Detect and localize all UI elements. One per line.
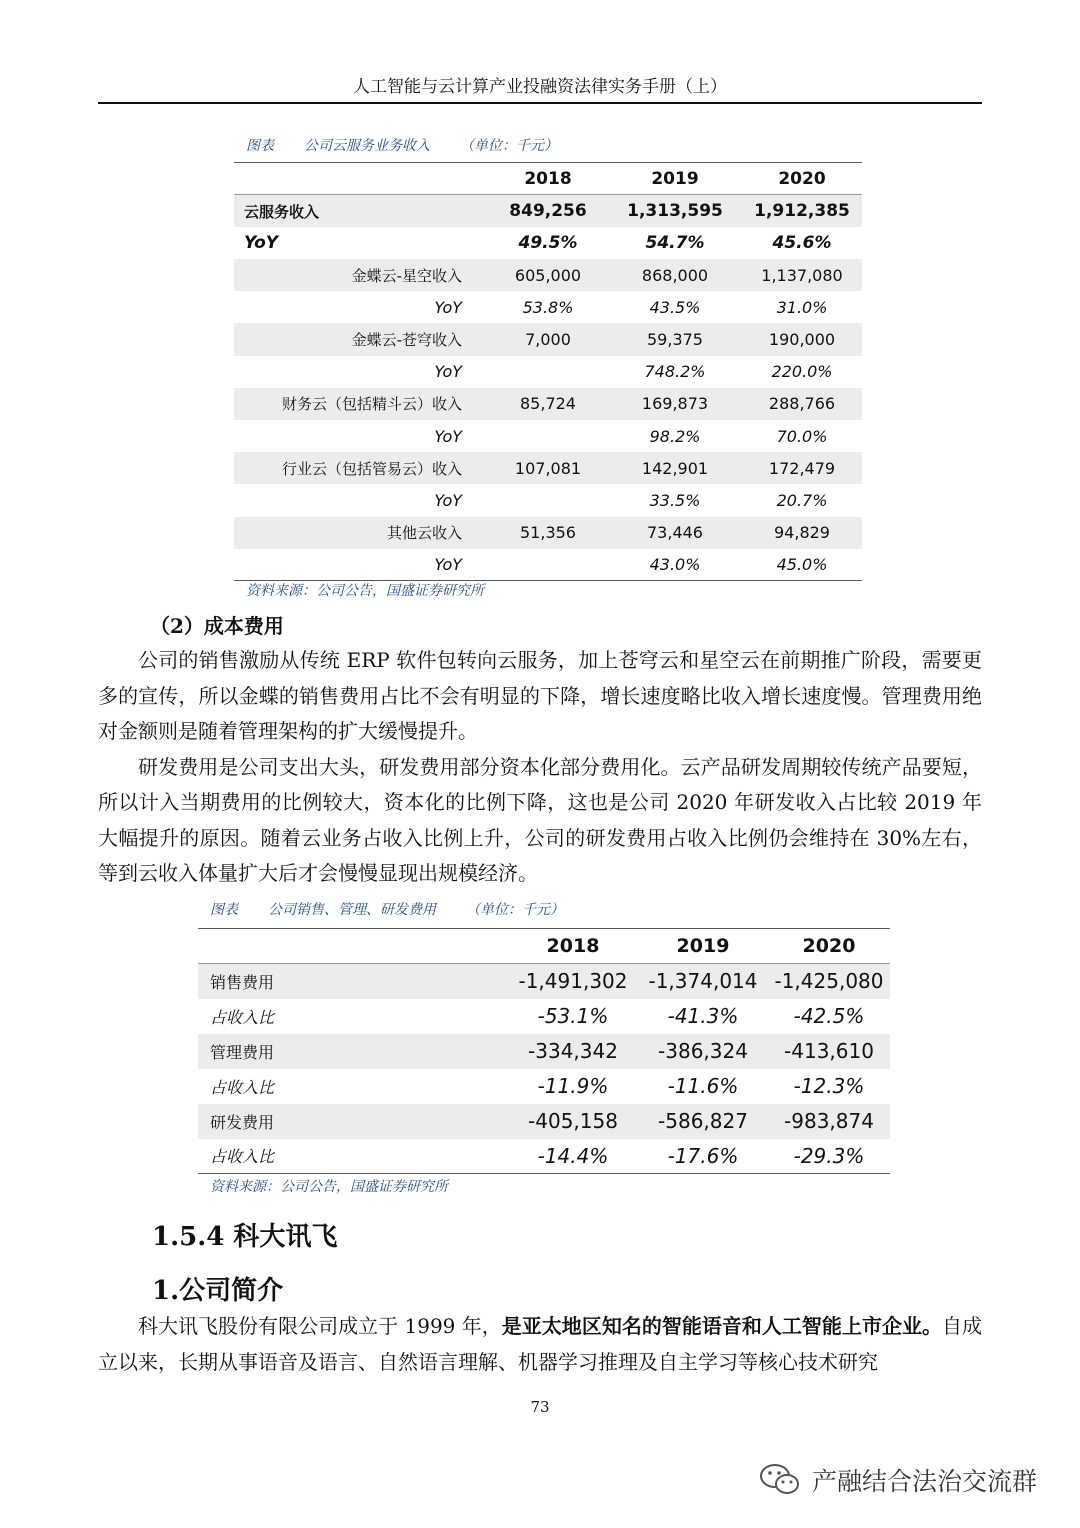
table-cell: -12.3% (793, 1074, 865, 1098)
table-header-row (234, 163, 862, 195)
table-cell (488, 484, 608, 516)
intro-plain-text: 科大讯飞股份有限公司成立于 1999 年， (138, 1314, 502, 1338)
table-row (234, 227, 862, 259)
table-cell: -586,827 (658, 1109, 748, 1133)
table2-caption (210, 899, 594, 919)
table-cell: -1,425,080 (774, 969, 884, 994)
row-label: 销售费用 (210, 972, 275, 992)
table2-caption-label: 图表 (210, 902, 238, 918)
table-cell: 1,137,080 (761, 265, 843, 285)
table-cell: -11.6% (667, 1074, 739, 1098)
table-cell: -14.4% (537, 1143, 609, 1168)
column-header: 2019 (638, 929, 768, 964)
column-header: 2020 (768, 929, 890, 964)
table-cell: 45.6% (772, 232, 832, 253)
row-label: YoY (434, 362, 462, 382)
table-cell: 70.0% (776, 426, 828, 446)
row-label: 占收入比 (210, 1007, 275, 1027)
table-row (234, 517, 862, 549)
column-header: 2020 (742, 163, 862, 195)
table-cell: -1,491,302 (518, 969, 628, 994)
table-row (234, 323, 862, 355)
cloud-revenue-table (234, 162, 862, 581)
table-cell: 142,901 (641, 458, 709, 478)
table-row (234, 388, 862, 420)
iflytek-intro-paragraph (98, 1309, 982, 1380)
column-header: 2018 (508, 929, 638, 964)
table-row (234, 259, 862, 291)
table1-caption-unit: （单位：千元） (460, 138, 558, 154)
row-label: 占收入比 (210, 1147, 275, 1167)
intro-bold-text: 是亚太地区知名的智能语音和人工智能上市企业。 (501, 1314, 942, 1338)
table-cell: 53.8% (522, 297, 574, 317)
table-row (234, 291, 862, 323)
wechat-icon (758, 1462, 802, 1498)
table-cell: 1,912,385 (754, 201, 850, 222)
table-cell: 43.5% (649, 297, 701, 317)
table-cell: 54.7% (645, 232, 705, 253)
table-cell: 31.0% (776, 297, 828, 317)
table-cell: 98.2% (649, 426, 701, 446)
intro-rest-text: 自成立以来，长期从事语音及语言、自然语言理解、机器学习推理及自主学习等核心技术研究 (98, 1314, 983, 1374)
table1-caption (246, 135, 588, 155)
table-cell (488, 420, 608, 452)
section-heading-cost: （2）成本费用 (150, 614, 284, 638)
row-label: YoY (434, 490, 462, 510)
table-cell: 49.5% (518, 232, 578, 253)
table-cell: 20.7% (776, 490, 828, 510)
table-cell: -983,874 (784, 1109, 874, 1133)
table-cell: 94,829 (774, 523, 830, 543)
table-row (234, 356, 862, 388)
row-label: 行业云（包括管易云）收入 (281, 459, 462, 478)
expenses-table (198, 928, 890, 1174)
row-label: YoY (434, 426, 462, 446)
table-cell: -334,342 (528, 1039, 618, 1063)
row-label: 研发费用 (210, 1112, 275, 1132)
table-cell: 107,081 (514, 458, 582, 478)
table-row (198, 999, 890, 1034)
table-row (234, 452, 862, 484)
table-row (234, 484, 862, 516)
table-cell: -41.3% (667, 1004, 739, 1028)
table2-caption-title: 公司销售、管理、研发费用 (268, 902, 436, 918)
column-header (234, 163, 488, 195)
table-row (234, 420, 862, 452)
table-row (198, 1104, 890, 1139)
table-cell: -42.5% (793, 1004, 865, 1028)
row-label: YoY (244, 232, 279, 253)
row-label: 云服务收入 (244, 202, 320, 221)
table-cell: 85,724 (520, 394, 576, 414)
table-row (198, 1139, 890, 1174)
table1-caption-label: 图表 (246, 138, 274, 154)
column-header: 2019 (608, 163, 742, 195)
row-label: 占收入比 (210, 1077, 275, 1097)
table-cell: -405,158 (528, 1109, 618, 1133)
paragraph: 研发费用是公司支出大头，研发费用部分资本化部分费用化。云产品研发周期较传统产品要短，所以计入当期费用的比例较大，资本化的比例下降，这也是公司 2020 年研发收入占比较 2019 年大幅提升的原因。随着云业务占收入比例上升，公司的研发费用占收入比例仍会维持在 30%左右，等到云收入体量扩大后才会慢慢显现出规模经济。 (98, 754, 982, 885)
table-cell: 59,375 (647, 330, 703, 350)
section-heading-iflytek: 1.5.4 科大讯飞 (152, 1222, 338, 1252)
row-label: YoY (434, 555, 462, 575)
table-cell: 849,256 (509, 201, 587, 222)
table-cell: 33.5% (649, 490, 701, 510)
table-row (234, 195, 862, 227)
row-label: 管理费用 (210, 1042, 275, 1062)
row-label: YoY (434, 297, 462, 317)
table-cell: 172,479 (768, 458, 836, 478)
column-header: 2018 (488, 163, 608, 195)
table-cell: 220.0% (771, 362, 833, 382)
table-cell: 43.0% (649, 555, 701, 575)
table-header-row (198, 929, 890, 964)
table-cell: 169,873 (641, 394, 709, 414)
table2-caption-unit: （单位：千元） (466, 902, 564, 918)
page-number: 73 (530, 1398, 550, 1416)
table-cell: 73,446 (647, 523, 703, 543)
page-header: 人工智能与云计算产业投融资法律实务手册（上） (98, 72, 982, 104)
cost-paragraphs (98, 643, 982, 892)
row-label: 财务云（包括精斗云）收入 (281, 395, 462, 414)
table-row (198, 1069, 890, 1104)
paragraph: 公司的销售激励从传统 ERP 软件包转向云服务，加上苍穹云和星空云在前期推广阶段，需要更多的宣传，所以金蝶的销售费用占比不会有明显的下降，增长速度略比收入增长速度慢。管理费用绝对金额则是随着管理架构的扩大缓慢提升。 (98, 648, 982, 743)
table-cell: 45.0% (776, 555, 828, 575)
table1-caption-title: 公司云服务业务收入 (304, 138, 430, 154)
row-label: 金蝶云-苍穹收入 (351, 331, 462, 350)
row-label: 其他云收入 (386, 524, 462, 543)
table-cell: 868,000 (641, 265, 709, 285)
table-cell: -53.1% (537, 1004, 609, 1028)
table-cell: -29.3% (793, 1143, 865, 1168)
table-cell: 190,000 (768, 330, 836, 350)
table-cell: -1,374,014 (648, 969, 758, 994)
table-cell: 288,766 (768, 394, 836, 414)
table-cell: -386,324 (658, 1039, 748, 1063)
table-cell (488, 549, 608, 581)
table1-source: 资料来源：公司公告，国盛证券研究所 (246, 583, 484, 599)
subheading-company-intro: 1.公司简介 (152, 1276, 284, 1306)
table-row (198, 964, 890, 999)
table-cell: -17.6% (667, 1143, 739, 1168)
watermark (758, 1462, 1037, 1498)
table-cell: 605,000 (514, 265, 582, 285)
table-cell: -413,610 (784, 1039, 874, 1063)
table-cell: 7,000 (525, 330, 571, 350)
table-row (198, 1034, 890, 1069)
row-label: 金蝶云-星空收入 (351, 266, 462, 285)
column-header (198, 929, 508, 964)
table-cell: -11.9% (537, 1074, 609, 1098)
table-cell (488, 356, 608, 388)
table2-source: 资料来源：公司公告，国盛证券研究所 (210, 1179, 448, 1195)
table-cell: 51,356 (520, 523, 576, 543)
watermark-text: 产融结合法治交流群 (812, 1467, 1038, 1496)
table-cell: 1,313,595 (627, 201, 723, 222)
paragraph (98, 1309, 982, 1380)
table-cell: 748.2% (644, 362, 706, 382)
table-row (234, 549, 862, 581)
